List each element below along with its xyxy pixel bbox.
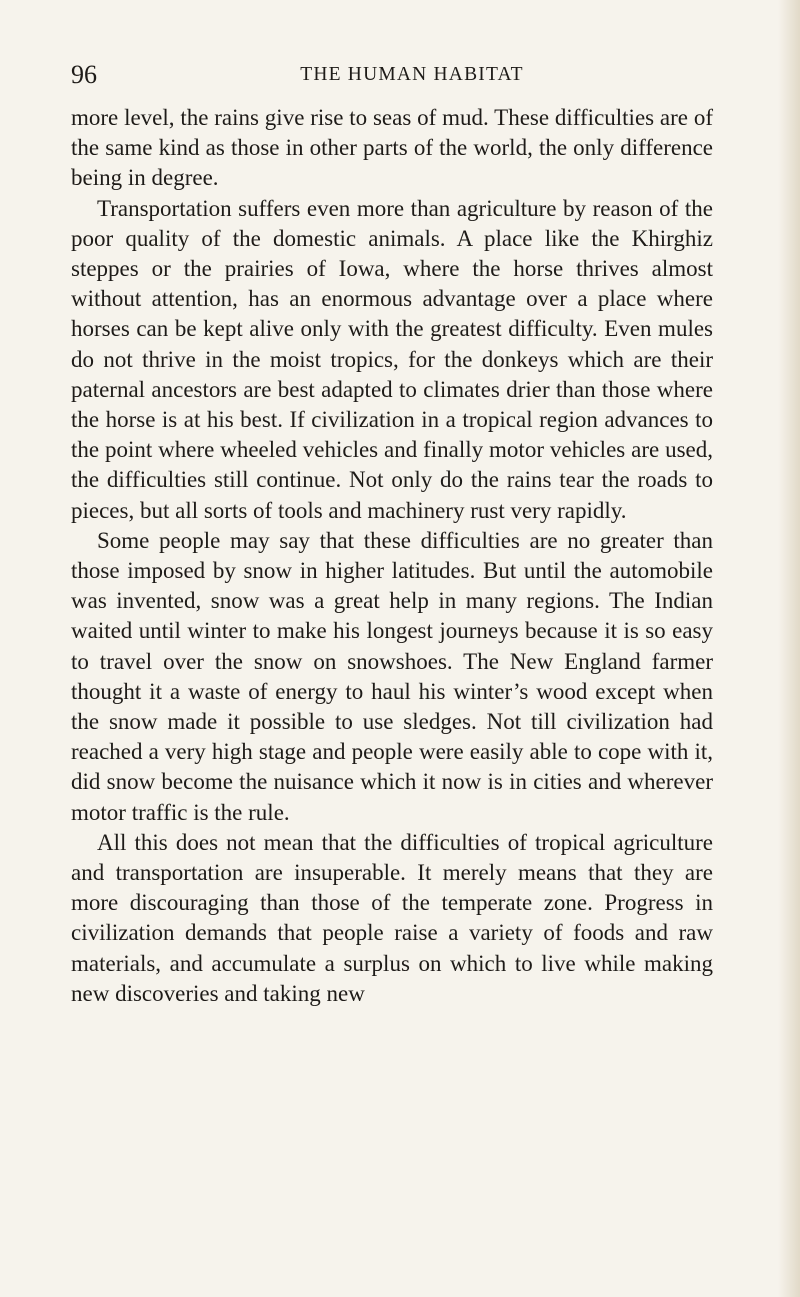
page-header xyxy=(71,58,713,92)
body-text xyxy=(71,103,713,1009)
page-edge-shadow xyxy=(778,0,800,1297)
paragraph-continuation: more level, the rains give rise to seas of mud. These difficulties are of the same kind as those in other parts of the world, the only difference being in degree. xyxy=(71,105,713,191)
running-head: THE HUMAN HABITAT xyxy=(300,64,524,85)
paragraph-snow: Some people may say that these difficulties are no greater than those imposed by snow in higher latitudes. But until the automobile was invented, snow was a great help in many regions. The Indian waited until winter to make his longest journeys because it is so easy to travel over the snow on snowshoes. The New England farmer thought it a waste of energy to haul his winter’s wood except when the snow made it possible to use sledges. Not till civilization had reached a very high stage and people were easily able to cope with it, did snow become the nuisance which it now is in cities and wherever motor traffic is the rule. xyxy=(71,527,713,825)
page-number: 96 xyxy=(71,60,97,89)
paragraph-transportation: Transportation suffers even more than agriculture by reason of the poor quality of the domestic animals. A place like the Khirghiz steppes or the prairies of Iowa, where the horse thrives almost without attention, has an enormous advantage over a place where horses can be kept alive only with the greatest difficulty. Even mules do not thrive in the moist tropics, for the donkeys which are their paternal ancestors are best adapted to climates drier than those where the horse is at his best. If civilization in a tropical region advances to the point where wheeled vehicles and finally motor vehicles are used, the difficulties still continue. Not only do the rains tear the roads to pieces, but all sorts of tools and machinery rust very rapidly. xyxy=(71,195,713,523)
paragraph-progress: All this does not mean that the difficulties of tropical agriculture and transportation are insuperable. It merely means that they are more discouraging than those of the temperate zone. Progress in civilization demands that people raise a variety of foods and raw materials, and accumulate a surplus on which to live while making new discoveries and taking new xyxy=(71,829,713,1006)
